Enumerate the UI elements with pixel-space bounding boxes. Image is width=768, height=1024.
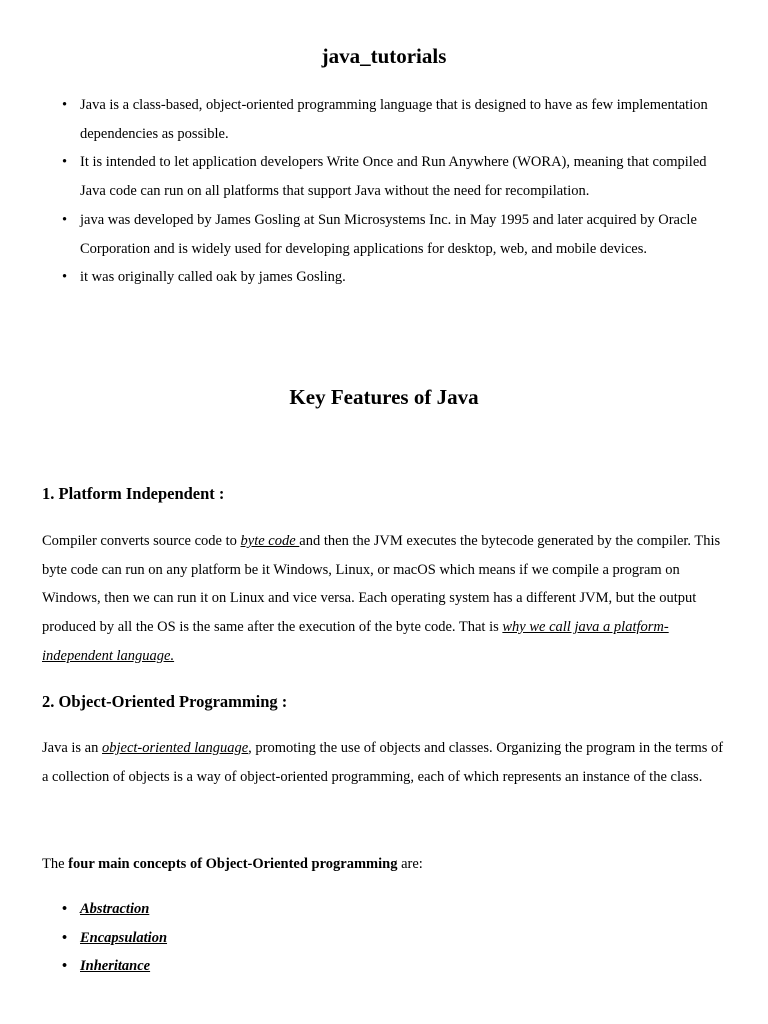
paragraph-text: Compiler converts source code to <box>42 533 241 549</box>
bold-text: four main concepts of Object-Oriented programming <box>68 856 398 872</box>
platform-independent-paragraph <box>42 527 726 671</box>
intro-item: • It is intended to let application developers Write Once and Run Anywhere (WORA), meaning that compiled Java code can run on all platforms that support Java without the need for recompilation. <box>42 148 732 205</box>
document-title: java_tutorials <box>321 44 447 68</box>
oop-concepts-intro <box>42 850 726 879</box>
paragraph-text: , promoting the use of objects and classes. Organizing the program in the terms of a collection of objects is a way of object-oriented programming, each of which represents an instance of the class. <box>42 740 724 785</box>
intro-item: • it was originally called oak by james Gosling. <box>42 263 732 292</box>
concept-abstraction-link[interactable]: • Abstraction <box>42 895 167 924</box>
section-heading-platform-independent: 1. Platform Independent : <box>42 484 225 503</box>
key-features-heading: Key Features of Java <box>289 385 479 409</box>
intro-item: • java was developed by James Gosling at Sun Microsystems Inc. in May 1995 and later acquired by Oracle Corporation and is widely used for developing applications for desktop, web, and mobile devices. <box>42 206 732 263</box>
oop-concepts-list <box>42 895 167 981</box>
concept-inheritance-link[interactable]: • Inheritance <box>42 952 167 981</box>
byte-code-link[interactable]: byte code <box>240 533 300 549</box>
platform-independent-link[interactable]: why we call java a platform-independent language. <box>42 619 669 664</box>
section-heading-oop: 2. Object-Oriented Programming : <box>42 692 288 711</box>
paragraph-text: The <box>42 856 69 872</box>
intro-item: • Java is a class-based, object-oriented programming language that is designed to have as few implementation dependencies as possible. <box>42 91 732 148</box>
paragraph-text: are: <box>397 856 423 872</box>
concept-encapsulation-link[interactable]: • Encapsulation <box>42 924 167 953</box>
oop-language-link[interactable]: object-oriented language <box>102 740 249 756</box>
oop-paragraph <box>42 734 726 791</box>
paragraph-text: and then the JVM executes the bytecode generated by the compiler. This byte code can run on any platform be it Windows, Linux, or macOS which means if we compile a program on Windows, then we can run it on Linux and vice versa. Each operating system has a different JVM, but the output produced by all the OS is the same after the execution of the byte code. That is <box>42 533 721 636</box>
intro-list <box>42 91 732 292</box>
paragraph-text: Java is an <box>42 740 102 756</box>
